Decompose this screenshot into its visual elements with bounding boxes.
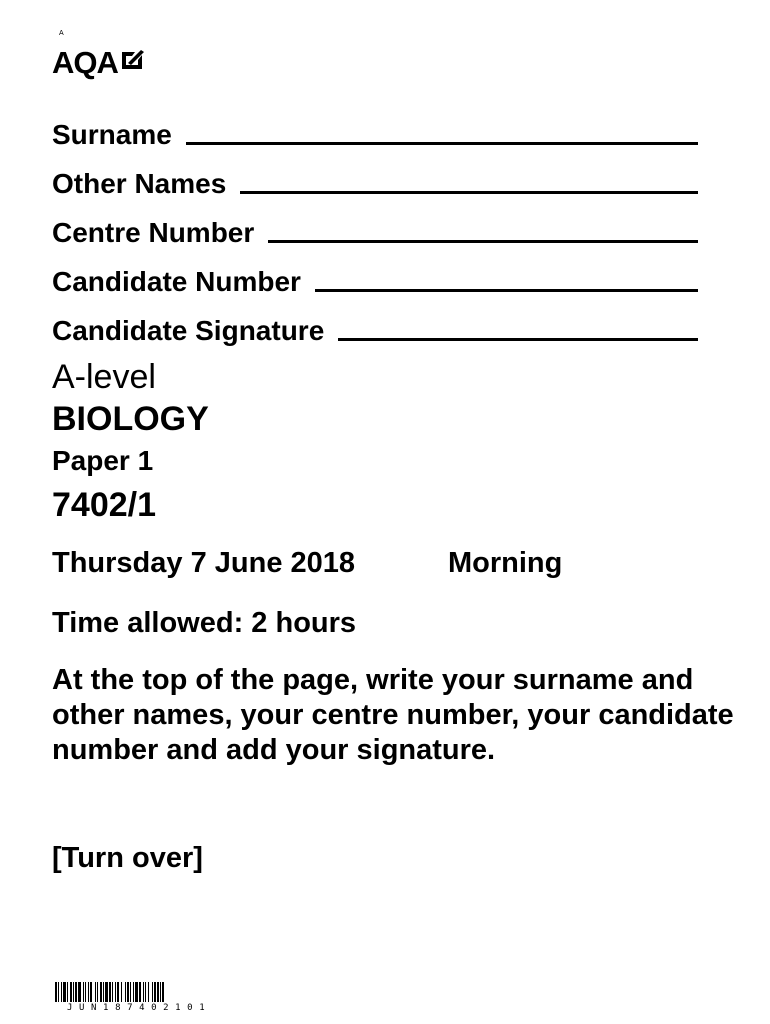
subject-title: BIOLOGY <box>52 400 209 438</box>
instruction-text: At the top of the page, write your surname and other names, your centre number, your candidate number and add your signature. <box>52 664 734 766</box>
logo-text: AQA <box>52 45 118 80</box>
candidate-signature-field[interactable] <box>338 338 698 341</box>
turn-over-text: [Turn over] <box>52 842 203 874</box>
surname-row <box>52 103 698 152</box>
barcode-text: JUN187402101 <box>67 1003 212 1013</box>
paper-number: Paper 1 <box>52 445 154 476</box>
centre-number-label: Centre Number <box>52 217 255 248</box>
qualification-level: A-level <box>52 358 156 396</box>
aqa-logo <box>52 40 144 80</box>
other-names-row <box>52 152 698 201</box>
other-names-field[interactable] <box>240 191 698 194</box>
centre-number-field[interactable] <box>268 240 698 243</box>
surname-field[interactable] <box>186 142 698 145</box>
barcode-icon <box>55 982 229 1002</box>
candidate-number-row <box>52 250 698 299</box>
aqa-tick-logo-icon <box>120 50 144 70</box>
candidate-details <box>52 103 698 348</box>
candidate-signature-row <box>52 299 698 348</box>
other-names-label: Other Names <box>52 168 227 199</box>
centre-number-row <box>52 201 698 250</box>
corner-mark: A <box>59 30 64 37</box>
candidate-number-label: Candidate Number <box>52 266 301 297</box>
exam-date: Thursday 7 June 2018 <box>52 547 356 579</box>
exam-date-row <box>52 545 563 581</box>
paper-code: 7402/1 <box>52 486 156 524</box>
time-allowed: Time allowed: 2 hours <box>52 607 357 639</box>
barcode <box>55 982 229 1013</box>
exam-session: Morning <box>448 547 563 579</box>
candidate-signature-label: Candidate Signature <box>52 315 325 346</box>
candidate-number-field[interactable] <box>315 289 698 292</box>
surname-label: Surname <box>52 119 172 150</box>
